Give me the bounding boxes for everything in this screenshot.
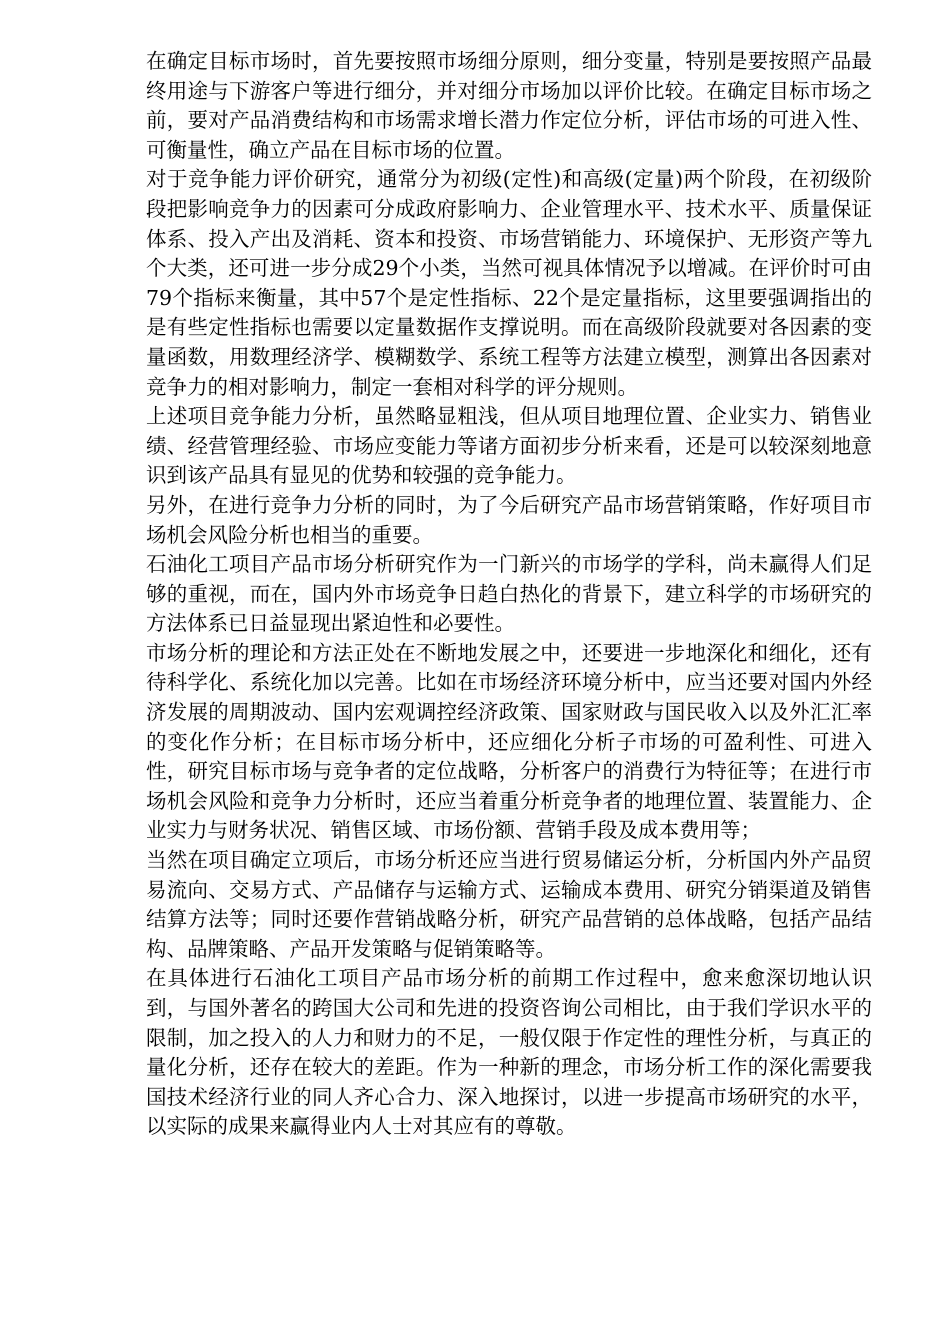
paragraph-conclusion: 在具体进行石油化工项目产品市场分析的前期工作过程中，愈来愈深切地认识到，与国外著名的跨国大公司和先进的投资咨询公司相比，由于我们学识水平的限制，加之投入的人力和财力的不足，一般仅限于作定性的理性分析，与真正的量化分析，还存在较大的差距。作为一种新的理念，市场分析工作的深化需要我国技术经济行业的同人齐心合力、深入地探讨，以进一步提高市场研究的水平，以实际的成果来赢得业内人士对其应有的尊敬。 — [146, 966, 872, 1139]
paragraph-opportunity-risk: 另外，在进行竞争力分析的同时，为了今后研究产品市场营销策略，作好项目市场机会风险分析也相当的重要。 — [146, 492, 872, 547]
document-page — [146, 47, 872, 1142]
paragraph-competitiveness-summary: 上述项目竞争能力分析，虽然略显粗浅，但从项目地理位置、企业实力、销售业绩、经营管理经验、市场应变能力等诸方面初步分析来看，还是可以较深刻地意识到该产品具有显见的优势和较强的竞争能力。 — [146, 404, 872, 488]
paragraph-target-market: 在确定目标市场时，首先要按照市场细分原则，细分变量，特别是要按照产品最终用途与下游客户等进行细分，并对细分市场加以评价比较。在确定目标市场之前，要对产品消费结构和市场需求增长潜力作定位分析，评估市场的可进入性、可衡量性，确立产品在目标市场的位置。 — [146, 49, 872, 162]
paragraph-trade-marketing: 当然在项目确定立项后，市场分析还应当进行贸易储运分析，分析国内外产品贸易流向、交易方式、产品储存与运输方式、运输成本费用、研究分销渠道及销售结算方法等；同时还要作营销战略分析，研究产品营销的总体战略，包括产品结构、品牌策略、产品开发策略与促销策略等。 — [146, 848, 872, 961]
paragraph-market-research-importance: 石油化工项目产品市场分析研究作为一门新兴的市场学的学科，尚未赢得人们足够的重视，而在，国内外市场竞争日趋白热化的背景下，建立科学的市场研究的方法体系已日益显现出紧迫性和必要性。 — [146, 552, 872, 636]
paragraph-theory-development: 市场分析的理论和方法正处在不断地发展之中，还要进一步地深化和细化，还有待科学化、系统化加以完善。比如在市场经济环境分析中，应当还要对国内外经济发展的周期波动、国内宏观调控经济政策、国家财政与国民收入以及外汇汇率的变化作分析；在目标市场分析中，还应细化分析子市场的可盈利性、可进入性，研究目标市场与竞争者的定位战略，分析客户的消费行为特征等；在进行市场机会风险和竞争力分析时，还应当着重分析竞争者的地理位置、装置能力、企业实力与财务状况、销售区域、市场份额、营销手段及成本费用等； — [146, 640, 872, 843]
paragraph-competitiveness-evaluation: 对于竞争能力评价研究，通常分为初级(定性)和高级(定量)两个阶段，在初级阶段把影响竞争力的因素可分成政府影响力、企业管理水平、技术水平、质量保证体系、投入产出及消耗、资本和投资、市场营销能力、环境保护、无形资产等九个大类，还可进一步分成29个小类，当然可视具体情况予以增减。在评价时可由79个指标来衡量，其中57个是定性指标、22个是定量指标，这里要强调指出的是有些定性指标也需要以定量数据作支撑说明。而在高级阶段就要对各因素的变量函数，用数理经济学、模糊数学、系统工程等方法建立模型，测算出各因素对竞争力的相对影响力，制定一套相对科学的评分规则。 — [146, 167, 872, 399]
